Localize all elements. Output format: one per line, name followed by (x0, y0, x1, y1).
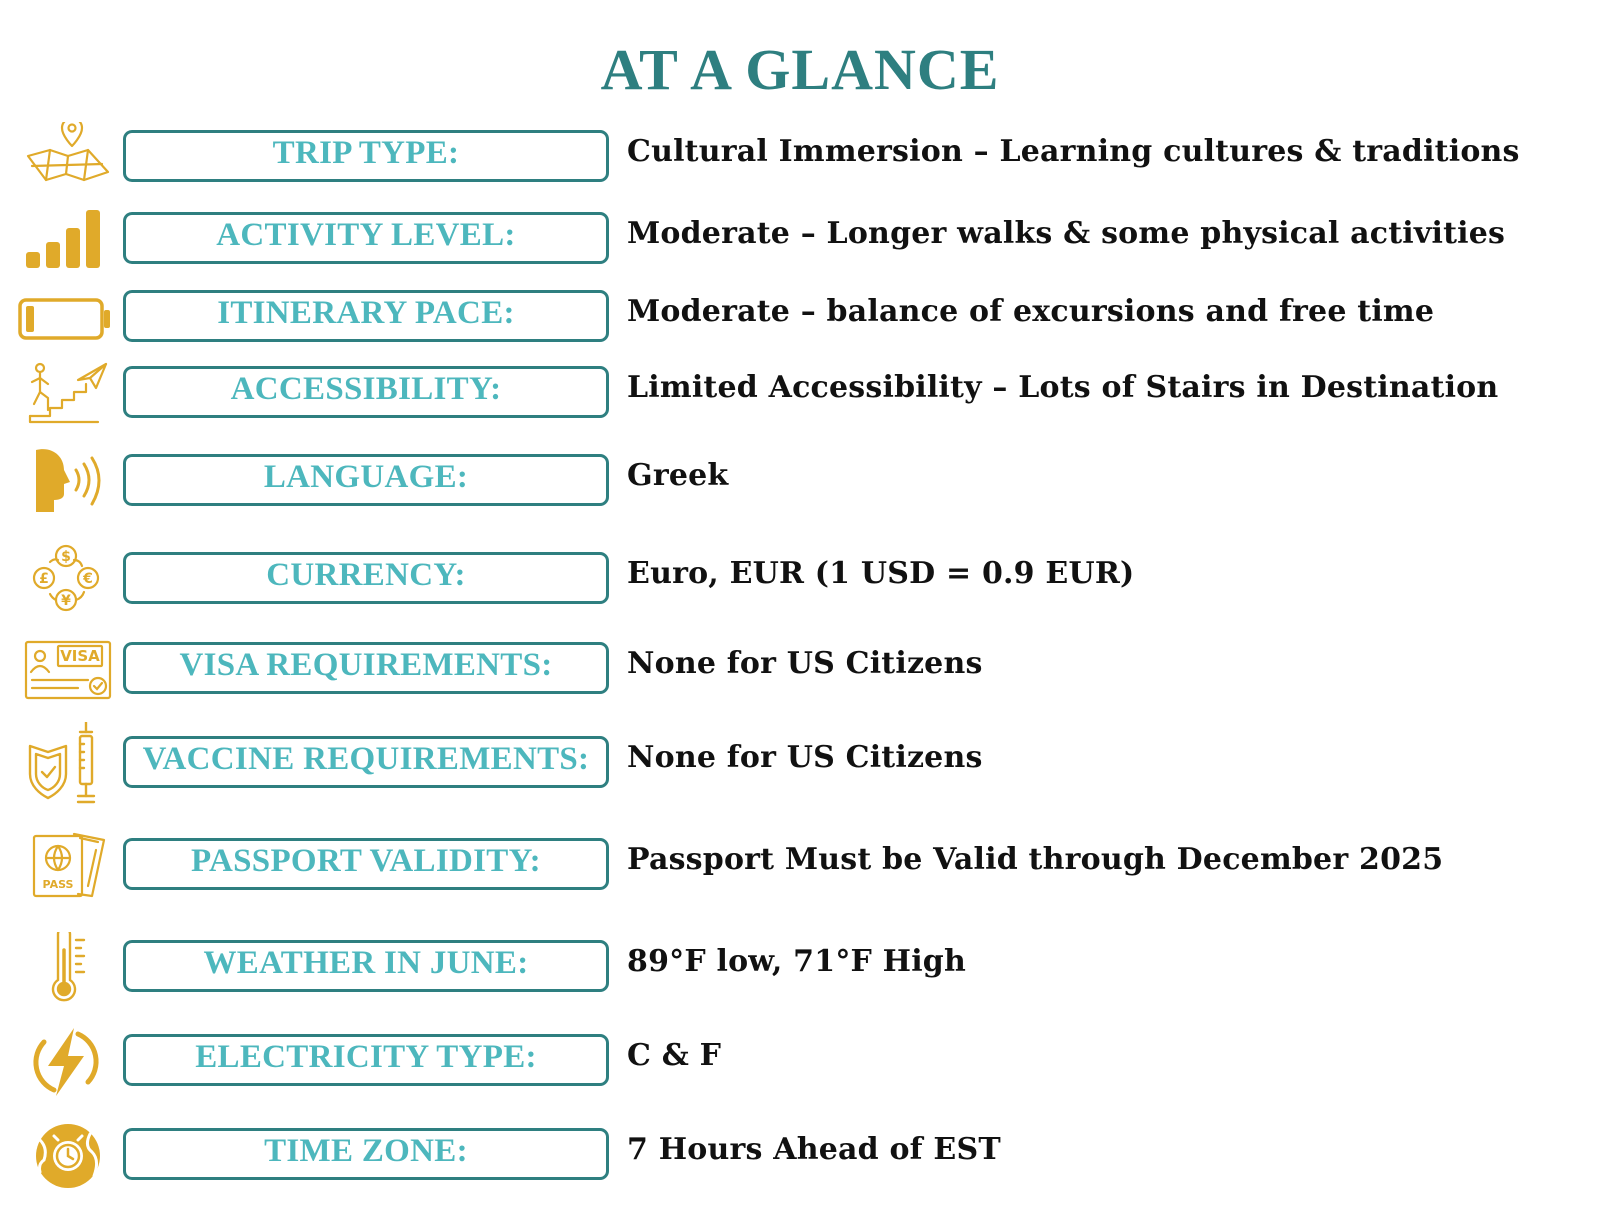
value-electricity: C & F (627, 1038, 722, 1073)
label-activity-level: ACTIVITY LEVEL: (123, 212, 609, 264)
row-trip-type (0, 128, 1600, 188)
label-currency: CURRENCY: (123, 552, 609, 604)
passport-icon (18, 830, 114, 902)
svg-text:VISA: VISA (60, 647, 100, 665)
svg-text:€: € (83, 571, 93, 587)
signal-bars-icon (18, 204, 114, 276)
value-weather: 89°F low, 71°F High (627, 944, 966, 979)
value-activity-level: Moderate – Longer walks & some physical activities (627, 216, 1506, 251)
stairs-icon (18, 358, 114, 430)
row-itinerary-pace (0, 288, 1600, 348)
svg-text:£: £ (39, 571, 49, 587)
value-passport: Passport Must be Valid through December 2025 (627, 842, 1444, 877)
row-accessibility (0, 364, 1600, 424)
label-passport: PASSPORT VALIDITY: (123, 838, 609, 890)
value-vaccine: None for US Citizens (627, 740, 983, 775)
label-visa: VISA REQUIREMENTS: (123, 642, 609, 694)
globe-clock-icon (18, 1120, 114, 1192)
page-title: AT A GLANCE (600, 37, 1000, 102)
label-itinerary-pace: ITINERARY PACE: (123, 290, 609, 342)
row-visa (0, 640, 1600, 700)
label-weather: WEATHER IN JUNE: (123, 940, 609, 992)
label-vaccine: VACCINE REQUIREMENTS: (123, 736, 609, 788)
map-pin-icon (18, 122, 114, 194)
label-trip-type: TRIP TYPE: (123, 130, 609, 182)
row-weather (0, 938, 1600, 998)
row-currency (0, 550, 1600, 610)
row-activity-level (0, 210, 1600, 270)
label-electricity: ELECTRICITY TYPE: (123, 1034, 609, 1086)
value-currency: Euro, EUR (1 USD = 0.9 EUR) (627, 556, 1135, 591)
svg-text:¥: ¥ (61, 593, 71, 609)
value-time-zone: 7 Hours Ahead of EST (627, 1132, 1001, 1167)
svg-text:PASS: PASS (42, 878, 74, 891)
value-accessibility: Limited Accessibility – Lots of Stairs in Destination (627, 370, 1499, 405)
row-electricity (0, 1032, 1600, 1092)
label-accessibility: ACCESSIBILITY: (123, 366, 609, 418)
battery-icon (18, 282, 114, 354)
label-time-zone: TIME ZONE: (123, 1128, 609, 1180)
speaking-head-icon (18, 446, 114, 518)
value-visa: None for US Citizens (627, 646, 983, 681)
lightning-icon (18, 1026, 114, 1098)
label-language: LANGUAGE: (123, 454, 609, 506)
row-time-zone (0, 1126, 1600, 1186)
svg-text:$: $ (61, 549, 71, 565)
row-language (0, 452, 1600, 512)
visa-card-icon (18, 634, 114, 706)
value-language: Greek (627, 458, 729, 493)
value-trip-type: Cultural Immersion – Learning cultures & traditions (627, 134, 1520, 169)
row-passport (0, 836, 1600, 896)
vaccine-shield-icon (18, 722, 114, 806)
row-vaccine (0, 734, 1600, 794)
currency-exchange-icon (18, 544, 114, 616)
value-itinerary-pace: Moderate – balance of excursions and free time (627, 294, 1435, 329)
thermometer-icon (18, 932, 114, 1004)
